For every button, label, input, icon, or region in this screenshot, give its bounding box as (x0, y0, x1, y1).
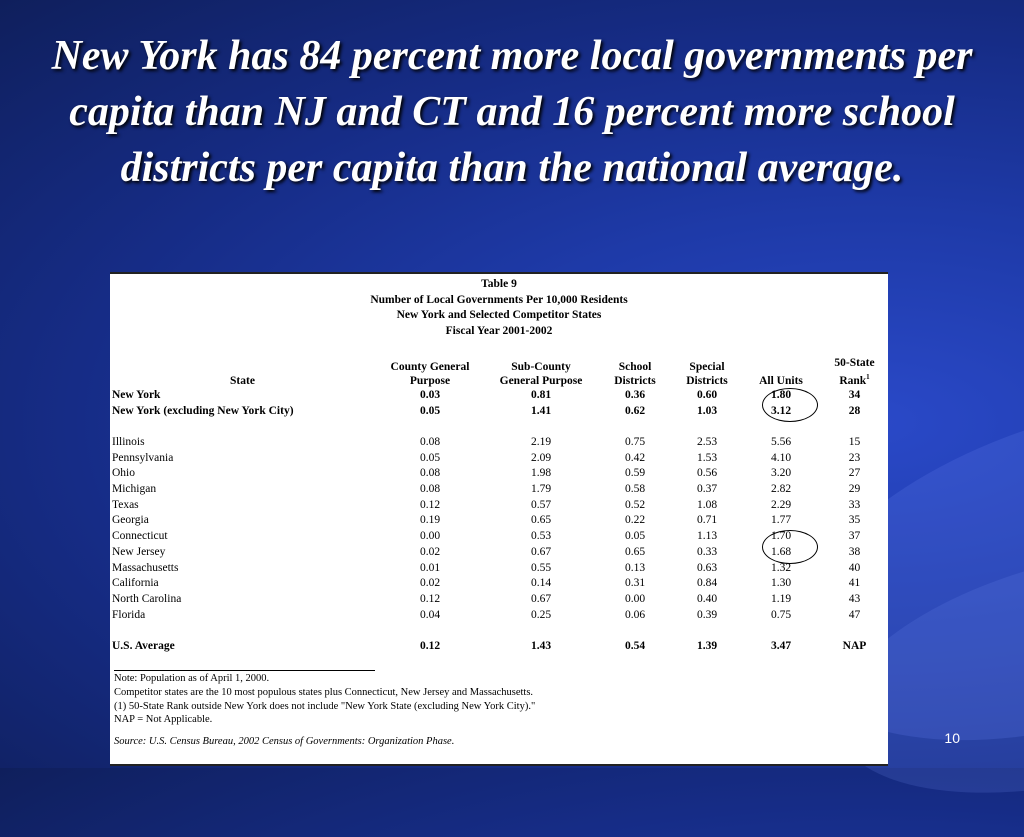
highlight-circle-ct-nj (762, 530, 818, 564)
table-row: New Jersey 0.02 0.67 0.65 0.33 1.68 38 (112, 545, 861, 558)
notes-divider (114, 670, 375, 671)
table-row: North Carolina 0.12 0.67 0.00 0.40 1.19 43 (112, 592, 861, 605)
table-row: Massachusetts 0.01 0.55 0.13 0.63 1.32 40 (112, 561, 861, 574)
table-row: New York 0.03 0.81 0.36 0.60 1.80 34 (112, 388, 861, 401)
header-county: County General Purpose (390, 360, 470, 387)
header-row (110, 356, 888, 388)
note-line: Competitor states are the 10 most populous states plus Connecticut, New Jersey and Massachusetts. (114, 686, 534, 698)
highlight-circle-new-york (762, 388, 818, 422)
table-caption-year: Fiscal Year 2001-2002 (445, 324, 553, 337)
table-row-us-average: U.S. Average 0.12 1.43 0.54 1.39 3.47 NAP (112, 640, 867, 653)
spacer-row (110, 623, 888, 639)
header-subcounty: Sub-County General Purpose (499, 360, 583, 387)
table-caption-number: Table 9 (481, 278, 517, 290)
header-all-units: All Units (759, 374, 803, 387)
table-row: Texas 0.12 0.57 0.52 1.08 2.29 33 (112, 498, 861, 511)
slide-number: 10 (944, 730, 960, 746)
slide-title: New York has 84 percent more local governments per capita than NJ and CT and 16 percent more school districts per capita than the national average. (51, 33, 973, 191)
table-row: Pennsylvania 0.05 2.09 0.42 1.53 4.10 23 (112, 451, 861, 464)
table-row: Georgia 0.19 0.65 0.22 0.71 1.77 35 (112, 514, 861, 527)
table-caption-title: Number of Local Governments Per 10,000 Residents (370, 293, 628, 306)
note-line: Note: Population as of April 1, 2000. (114, 673, 270, 684)
table-row: New York (excluding New York City) 0.05 1.41 0.62 1.03 3.12 28 (112, 404, 861, 417)
note-line: NAP = Not Applicable. (114, 714, 213, 726)
header-school: School Districts (614, 360, 656, 387)
table-notes (114, 670, 535, 749)
note-line: (1) 50-State Rank outside New York does not include "New York State (excluding New York City)." (114, 700, 536, 712)
header-rank: 50-State Rank$^1$ (834, 357, 875, 387)
header-special: Special Districts (686, 360, 728, 387)
header-state: State (230, 374, 255, 387)
table-panel (110, 272, 888, 766)
table-row: California 0.02 0.14 0.31 0.84 1.30 41 (112, 577, 861, 590)
source-note: Source: U.S. Census Bureau, 2002 Census of Governments: Organization Phase. (114, 736, 455, 748)
table-caption-subtitle: New York and Selected Competitor States (396, 309, 602, 321)
table-row: Michigan 0.08 1.79 0.58 0.37 2.82 29 (112, 483, 861, 496)
spacer-row (110, 419, 888, 435)
table-row: Ohio 0.08 1.98 0.59 0.56 3.20 27 (112, 467, 861, 480)
table-row: Connecticut 0.00 0.53 0.05 1.13 1.70 37 (112, 530, 861, 543)
table-row: Florida 0.04 0.25 0.06 0.39 0.75 47 (112, 608, 861, 621)
table-row: Illinois 0.08 2.19 0.75 2.53 5.56 15 (112, 435, 861, 448)
